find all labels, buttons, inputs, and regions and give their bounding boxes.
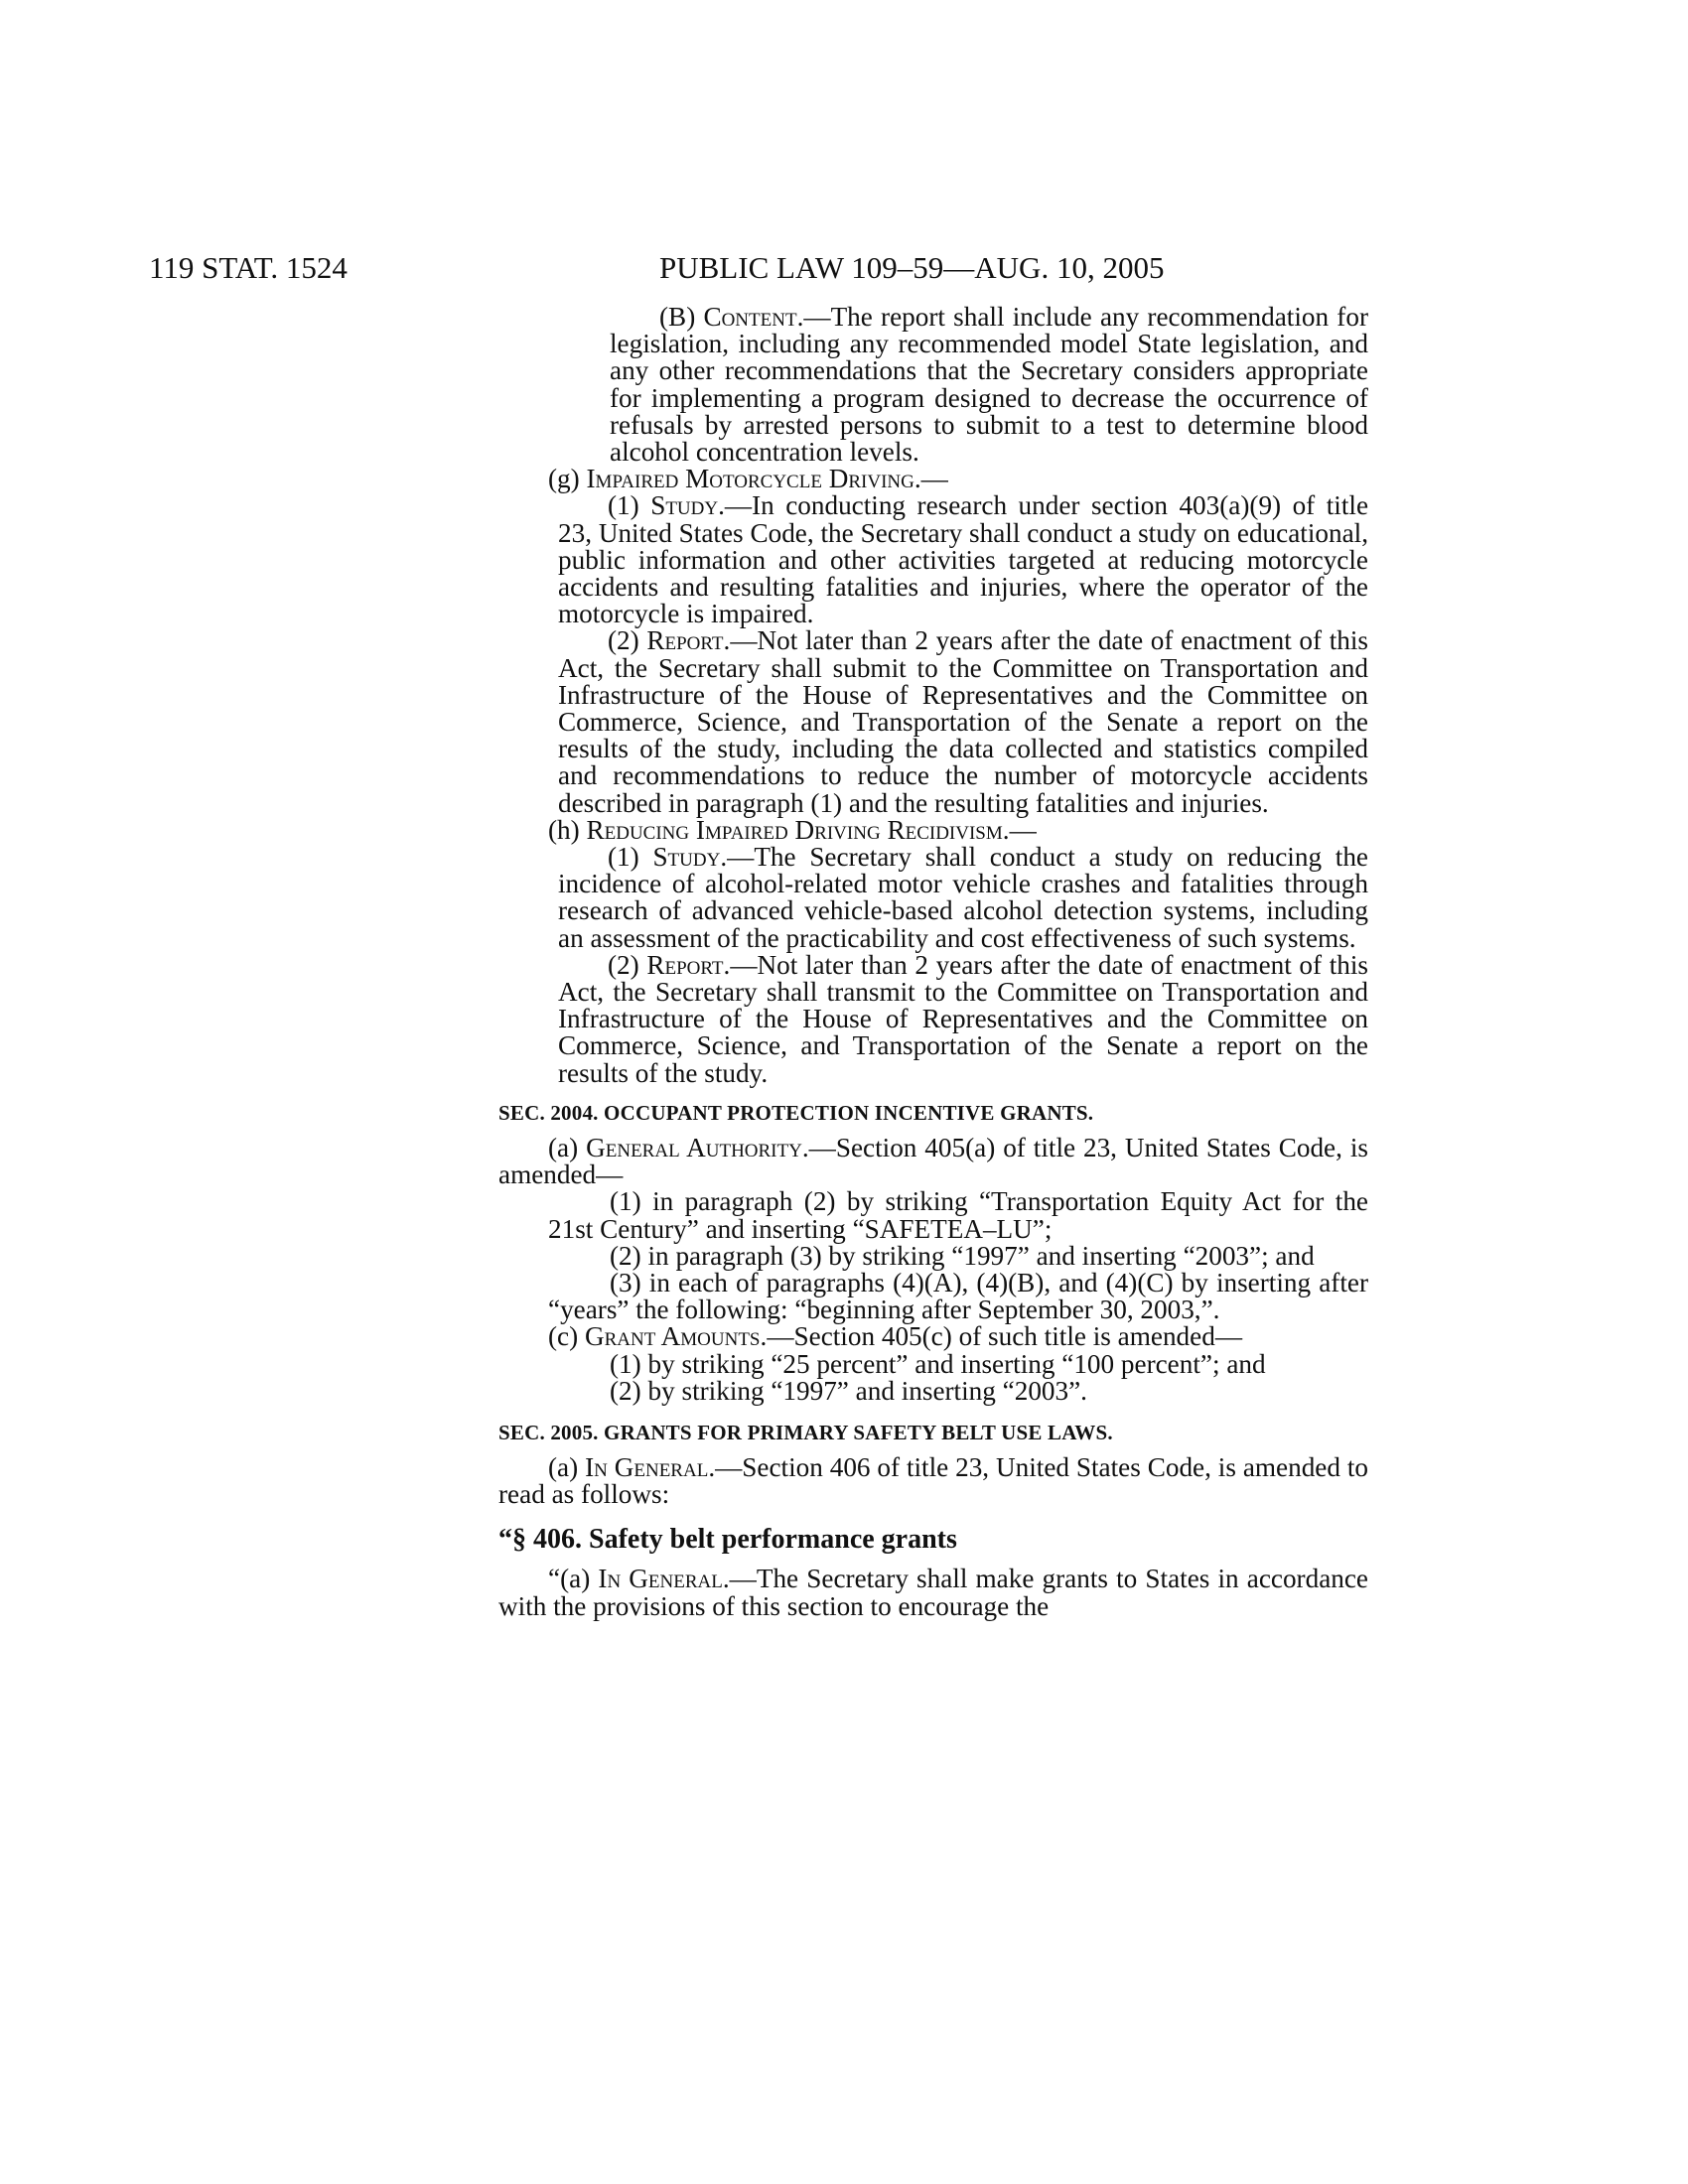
section-2004-a3: (3) in each of paragraphs (4)(A), (4)(B), and (4)(C) by inserting after “years” the following: “beginning after September 30, 2003,”. (548, 1267, 1368, 1325)
subsection-heading: In General (585, 1451, 709, 1482)
subsection-heading: Grant Amounts (584, 1321, 761, 1352)
section-2005-a: (a) In General.—Section 406 of title 23, United States Code, is amended to read as follows: (498, 1451, 1368, 1510)
subsection-heading: Impaired Motorcycle Driving (586, 464, 914, 494)
subsection-heading: Reducing Impaired Driving Recidivism (586, 814, 1003, 845)
section-406-heading: “§ 406. Safety belt performance grants (498, 1524, 957, 1556)
section-406-a: “(a) In General.—The Secretary shall make grants to States in accordance with the provisions of this section to encourage the (498, 1564, 1368, 1621)
paragraph-heading: Content (703, 302, 797, 332)
section-2004-c2: (2) by striking “1997” and inserting “2003”. (610, 1375, 1087, 1406)
section-2004-a: (a) General Authority.—Section 405(a) of title 23, United States Code, is amended— (498, 1132, 1368, 1190)
page-header (0, 248, 1688, 288)
paragraph-heading: Report (646, 625, 724, 656)
paragraph-b-content: (B) Content.—The report shall include any recommendation for legislation, including any recommended model State legislation, and any other recommendations that the Secretary considers appropriate for implementing a program designed to decrease the occurrence of refusals by arrested persons to submit to a test to determine blood alcohol concentration levels. (610, 302, 1368, 468)
subsection-g-study: (1) Study.—In conducting research under section 403(a)(9) of title 23, United States Code, the Secretary shall conduct a study on educational, public information and other activities targeted at reducing motorcycle accidents and resulting fatalities and injuries, where the operator of the motorcycle is impaired. (558, 490, 1369, 629)
section-2004-a1: (1) in paragraph (2) by striking “Transportation Equity Act for the 21st Century” and inserting “SAFETEA–LU”; (548, 1186, 1368, 1244)
section-2004-c1: (1) by striking “25 percent” and inserting “100 percent”; and (610, 1348, 1266, 1379)
section-2004-c: (c) Grant Amounts.—Section 405(c) of such title is amended— (548, 1321, 1243, 1352)
subsection-h-report: (2) Report.—Not later than 2 years after the date of enactment of this Act, the Secretary shall transmit to the Committee on Transportation and Infrastructure of the House of Representatives and the Committee on Commerce, Science, and Transportation of the Senate a report on the results of the study. (558, 949, 1369, 1088)
paragraph-heading: Report (646, 949, 724, 980)
subsection-heading: General Authority (586, 1132, 802, 1162)
subsection-heading: In General (598, 1564, 723, 1594)
subsection-h-heading: (h) Reducing Impaired Driving Recidivism.— (548, 814, 1037, 845)
statute-page-number: 119 STAT. 1524 (149, 250, 348, 285)
section-2004-title: SEC. 2004. OCCUPANT PROTECTION INCENTIVE GRANTS. (498, 1100, 1094, 1125)
paragraph-heading: Study (652, 842, 721, 873)
public-law-citation: PUBLIC LAW 109–59—AUG. 10, 2005 (659, 250, 1165, 285)
paragraph-heading: Study (650, 490, 719, 521)
section-2004-a2: (2) in paragraph (3) by striking “1997” and inserting “2003”; and (610, 1240, 1315, 1271)
page-body (498, 304, 1368, 1620)
section-2005-title: SEC. 2005. GRANTS FOR PRIMARY SAFETY BELT USE LAWS. (498, 1420, 1113, 1444)
subsection-h-study: (1) Study.—The Secretary shall conduct a study on reducing the incidence of alcohol-related motor vehicle crashes and fatalities through research of advanced vehicle-based alcohol detection systems, including an assessment of the practicability and cost effectiveness of such systems. (558, 842, 1368, 953)
subsection-g-heading: (g) Impaired Motorcycle Driving.— (548, 464, 948, 494)
subsection-g-report: (2) Report.—Not later than 2 years after the date of enactment of this Act, the Secretary shall submit to the Committee on Transportation and Infrastructure of the House of Representatives and the Committee on Commerce, Science, and Transportation of the Senate a report on the results of the study, including the data collected and statistics compiled and recommendations to reduce the number of motorcycle accidents described in paragraph (1) and the resulting fatalities and injuries. (558, 625, 1369, 818)
